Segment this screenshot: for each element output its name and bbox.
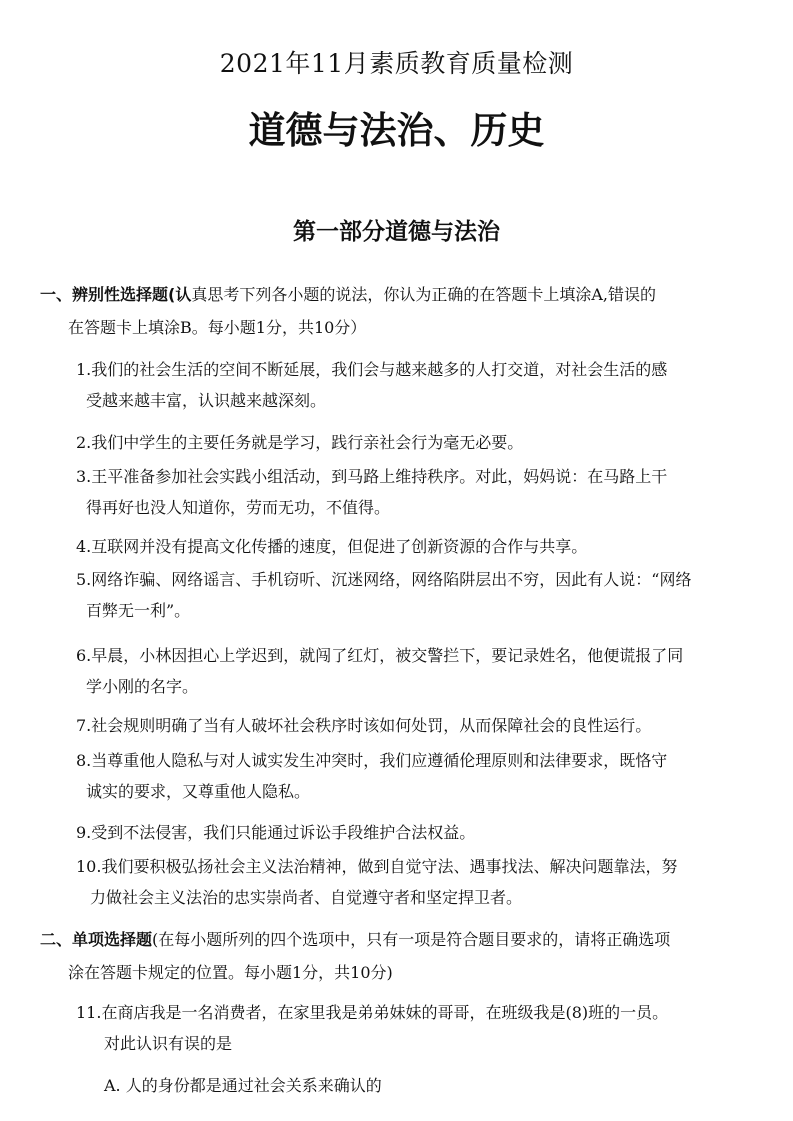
question-1 bbox=[76, 354, 756, 416]
question-number: 8. bbox=[76, 751, 92, 770]
question-11 bbox=[76, 997, 756, 1059]
part-title: 第一部分道德与法治 bbox=[293, 219, 500, 245]
question-text-cont: 百弊无一利”。 bbox=[86, 601, 191, 620]
question-text: 互联网并没有提高文化传播的速度，但促进了创新资源的合作与共享。 bbox=[91, 537, 588, 556]
question-text: 我们的社会生活的空间不断延展，我们会与越来越多的人打交道，对社会生活的感 bbox=[91, 360, 668, 379]
question-5 bbox=[76, 564, 756, 626]
question-number: 5. bbox=[76, 570, 92, 589]
section-2-instructions bbox=[40, 923, 755, 989]
question-text: 受到不法侵害，我们只能通过诉讼手段维护合法权益。 bbox=[91, 823, 476, 842]
question-10 bbox=[76, 851, 756, 913]
question-7 bbox=[76, 710, 756, 741]
question-number: 7. bbox=[76, 716, 92, 735]
section-number: 一、 bbox=[40, 285, 73, 304]
question-text-cont: 力做社会主义法治的忠实崇尚者、自觉遵守者和坚定捍卫者。 bbox=[90, 888, 523, 907]
section-heading: 辨别性选择题(认 bbox=[72, 285, 192, 304]
question-number: 3. bbox=[76, 467, 92, 486]
question-9 bbox=[76, 817, 756, 848]
subject-title: 道德与法治、历史 bbox=[248, 109, 545, 152]
question-text: 早晨，小林因担心上学迟到，就闯了红灯，被交警拦下，要记录姓名，他便谎报了同 bbox=[91, 646, 684, 665]
question-text: 我们要积极弘扬社会主义法治精神，做到自觉守法、遇事找法、解决问题靠法，努 bbox=[101, 857, 678, 876]
question-3 bbox=[76, 461, 756, 523]
question-text: 社会规则明确了当有人破坏社会秩序时该如何处罚，从而保障社会的良性运行。 bbox=[91, 716, 652, 735]
section-instruction-cont: 涂在答题卡规定的位置。每小题1分，共10分) bbox=[68, 963, 393, 982]
section-heading: 单项选择题 bbox=[72, 930, 153, 949]
option-a: A. 人的身份都是通过社会关系来确认的 bbox=[104, 1076, 382, 1095]
question-2 bbox=[76, 427, 756, 458]
question-text-cont: 对此认识有误的是 bbox=[104, 1034, 233, 1053]
section-1-instructions bbox=[40, 278, 755, 344]
question-number: 1. bbox=[76, 360, 92, 379]
section-instruction: 真思考下列各小题的说法，你认为正确的在答题卡上填涂A,错误的 bbox=[191, 285, 656, 304]
question-text-cont: 学小刚的名字。 bbox=[86, 677, 199, 696]
question-4 bbox=[76, 531, 756, 562]
question-text-cont: 诚实的要求，又尊重他人隐私。 bbox=[86, 782, 311, 801]
question-number: 4. bbox=[76, 537, 92, 556]
question-text-cont: 得再好也没人知道你，劳而无功，不值得。 bbox=[86, 498, 391, 517]
question-number: 10. bbox=[76, 857, 102, 876]
question-text: 王平准备参加社会实践小组活动，到马路上维持秩序。对此，妈妈说：在马路上干 bbox=[91, 467, 668, 486]
question-number: 2. bbox=[76, 433, 92, 452]
question-number: 6. bbox=[76, 646, 92, 665]
section-instruction: (在每小题所列的四个选项中，只有一项是符合题目要求的，请将正确选项 bbox=[152, 930, 671, 949]
question-number: 9. bbox=[76, 823, 92, 842]
question-6 bbox=[76, 640, 756, 702]
question-8 bbox=[76, 745, 756, 807]
exam-title: 2021年11月素质教育质量检测 bbox=[219, 49, 574, 78]
question-number: 11. bbox=[76, 1003, 102, 1022]
question-text: 网络诈骗、网络谣言、手机窃听、沉迷网络，网络陷阱层出不穷，因此有人说：“网络 bbox=[91, 570, 692, 589]
question-text-cont: 受越来越丰富，认识越来越深刻。 bbox=[86, 391, 327, 410]
question-text: 我们中学生的主要任务就是学习，践行亲社会行为毫无必要。 bbox=[91, 433, 524, 452]
section-number: 二、 bbox=[40, 930, 73, 949]
question-text: 当尊重他人隐私与对人诚实发生冲突时，我们应遵循伦理原则和法律要求，既恪守 bbox=[91, 751, 668, 770]
section-instruction-cont: 在答题卡上填涂B。每小题1分，共10分） bbox=[68, 318, 367, 337]
question-text: 在商店我是一名消费者，在家里我是弟弟妹妹的哥哥，在班级我是(8)班的一员。 bbox=[101, 1003, 669, 1022]
